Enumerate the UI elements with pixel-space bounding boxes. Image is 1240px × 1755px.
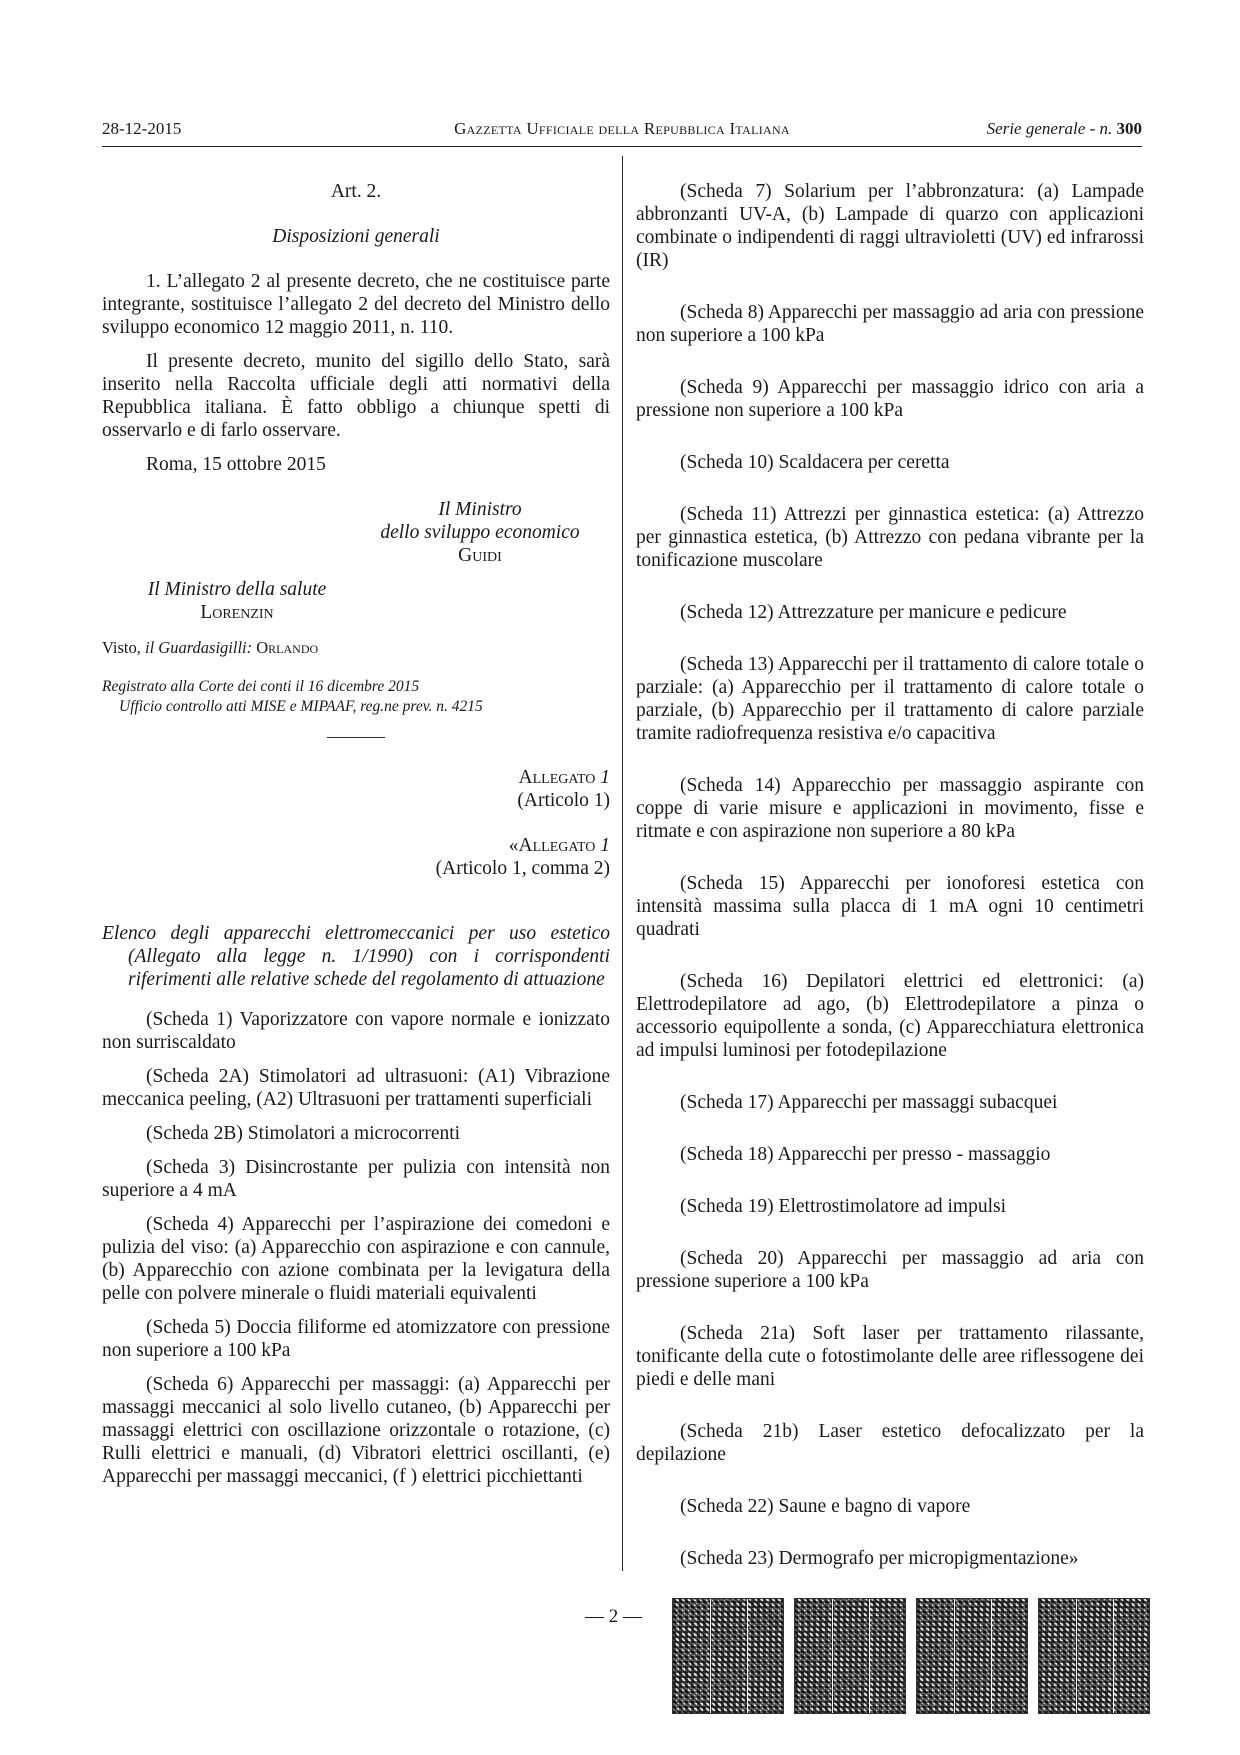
allegato-2-number: 1 bbox=[600, 835, 610, 856]
minister-1-title: Il Ministro bbox=[438, 499, 522, 520]
list-item: (Scheda 5) Doccia filiforme ed atomizzatore con pressione non superiore a 100 kPa bbox=[102, 1317, 610, 1361]
left-item-list bbox=[102, 1008, 610, 1488]
datamatrix-code-1 bbox=[672, 1598, 784, 1714]
datamatrix-code-3 bbox=[916, 1598, 1028, 1714]
list-item: (Scheda 9) Apparecchi per massaggio idrico con aria a pressione non superiore a 100 kPa bbox=[636, 377, 1144, 421]
visto-name: Orlando bbox=[256, 638, 319, 657]
left-column bbox=[102, 180, 610, 1488]
minister-2-title: Il Ministro della salute bbox=[147, 579, 327, 600]
list-item: (Scheda 7) Solarium per l’abbronzatura: (a) Lampade abbronzanti UV-A, (b) Lampade di quarzo con applicazioni combinate o indipendenti di raggi ultravioletti (UV) ed infrarossi (IR) bbox=[636, 181, 1144, 271]
allegato-1-word: Allegato bbox=[518, 767, 596, 788]
list-item: (Scheda 20) Apparecchi per massaggio ad aria con pressione superiore a 100 kPa bbox=[636, 1248, 1144, 1292]
list-item: (Scheda 10) Scaldacera per ceretta bbox=[680, 452, 950, 473]
allegato-2-heading bbox=[102, 834, 610, 857]
separator-rule bbox=[327, 737, 385, 738]
list-item: (Scheda 2B) Stimolatori a microcorrenti bbox=[146, 1123, 461, 1144]
list-item: (Scheda 3) Disincrostante per pulizia con intensità non superiore a 4 mA bbox=[102, 1157, 610, 1201]
list-item: (Scheda 17) Apparecchi per massaggi subacquei bbox=[680, 1092, 1058, 1113]
header-rule bbox=[102, 146, 1142, 147]
visto-line bbox=[102, 636, 610, 659]
list-item: (Scheda 11) Attrezzi per ginnastica estetica: (a) Attrezzo per ginnastica estetica, (b) Attrezzo con pedana vibrante per la tonificazione muscolare bbox=[636, 504, 1144, 571]
series-number: 300 bbox=[1116, 119, 1142, 138]
registration-line-2: Ufficio controllo atti MISE e MIPAAF, reg.ne prev. n. 4215 bbox=[119, 698, 483, 715]
allegato-1-heading bbox=[102, 766, 610, 789]
datamatrix-code-2 bbox=[794, 1598, 906, 1714]
list-item: (Scheda 4) Apparecchi per l’aspirazione dei comedoni e pulizia del viso: (a) Apparecchio con aspirazione e con cannule, (b) Apparecchio con azione combinata per la levigatura della pelle con polvere minerale o fluidi materiali equivalenti bbox=[102, 1214, 610, 1304]
list-item: (Scheda 14) Apparecchio per massaggio aspirante con coppe di varie misure e applicazioni in movimento, fisse e ritmate e con aspirazione non superiore a 80 kPa bbox=[636, 775, 1144, 842]
list-item: (Scheda 21b) Laser estetico defocalizzato per la depilazione bbox=[636, 1421, 1144, 1465]
article-number: Art. 2. bbox=[330, 181, 382, 202]
minister-1-dept: dello sviluppo economico bbox=[380, 522, 580, 543]
list-item: (Scheda 8) Apparecchi per massaggio ad aria con pressione non superiore a 100 kPa bbox=[636, 302, 1144, 346]
list-item: (Scheda 1) Vaporizzatore con vapore normale e ionizzato non surriscaldato bbox=[102, 1009, 610, 1053]
header-date: 28-12-2015 bbox=[102, 119, 182, 138]
list-item: (Scheda 16) Depilatori elettrici ed elettronici: (a) Elettrodepilatore ad ago, (b) Elettrodepilatore a pinza o accessorio equipollente a sonda, (c) Apparecchiatura elettronica ad impulsi luminosi per fotodepilazione bbox=[636, 971, 1144, 1061]
signature-minister-1 bbox=[364, 498, 596, 567]
list-item: (Scheda 13) Apparecchi per il trattamento di calore totale o parziale: (a) Apparecchio per il trattamento di calore totale o parziale, (b) Apparecchio per il trattamento di calore parziale tramite radiofrequenza resistiva e/o capacitiva bbox=[636, 654, 1144, 744]
list-item: (Scheda 23) Dermografo per micropigmentazione» bbox=[680, 1548, 1079, 1569]
allegato-2-word: «Allegato bbox=[508, 835, 596, 856]
article-title: Disposizioni generali bbox=[272, 226, 440, 247]
page-number: — 2 — bbox=[585, 1606, 642, 1627]
list-item: (Scheda 12) Attrezzature per manicure e pedicure bbox=[680, 602, 1067, 623]
minister-1-name: Guidi bbox=[458, 545, 502, 566]
list-title: Elenco degli apparecchi elettromeccanici per uso estetico (Allegato alla legge n. 1/1990) con i corrispondenti riferimenti alle relative schede del regolamento di attuazione bbox=[102, 923, 610, 990]
list-item: (Scheda 22) Saune e bagno di vapore bbox=[680, 1496, 971, 1517]
list-item: (Scheda 2A) Stimolatori ad ultrasuoni: (A1) Vibrazione meccanica peeling, (A2) Ultrasuoni per trattamenti superficiali bbox=[102, 1066, 610, 1110]
list-item: (Scheda 19) Elettrostimolatore ad impulsi bbox=[680, 1196, 1007, 1217]
list-item: (Scheda 21a) Soft laser per trattamento rilassante, tonificante della cute o fotostimolante delle aree riflessogene dei piedi e delle mani bbox=[636, 1323, 1144, 1390]
allegato-1-ref: (Articolo 1) bbox=[517, 790, 610, 811]
signature-minister-2 bbox=[122, 578, 352, 624]
series-label: Serie generale - n. bbox=[986, 119, 1113, 138]
column-divider bbox=[622, 156, 623, 1571]
list-item: (Scheda 18) Apparecchi per presso - massaggio bbox=[680, 1144, 1051, 1165]
paragraph-1: 1. L’allegato 2 al presente decreto, che ne costituisce parte integrante, sostituisce l’allegato 2 del decreto del Ministro dello sviluppo economico 12 maggio 2011, n. 110. bbox=[102, 271, 610, 338]
header-title: Gazzetta Ufficiale della Repubblica Italiana bbox=[454, 119, 790, 138]
visto-role: il Guardasigilli: bbox=[145, 638, 253, 657]
minister-2-name: Lorenzin bbox=[200, 602, 274, 623]
paragraph-2: Il presente decreto, munito del sigillo dello Stato, sarà inserito nella Raccolta ufficiale degli atti normativi della Repubblica italiana. È fatto obbligo a chiunque spetti di osservarlo e di farlo osservare. bbox=[102, 351, 610, 441]
right-column bbox=[636, 180, 1144, 1570]
page-header bbox=[102, 119, 1142, 143]
place-date: Roma, 15 ottobre 2015 bbox=[146, 454, 326, 475]
allegato-2-ref: (Articolo 1, comma 2) bbox=[435, 858, 610, 879]
allegato-1-number: 1 bbox=[600, 767, 610, 788]
list-item: (Scheda 15) Apparecchi per ionoforesi estetica con intensità massima sulla placca di 1 mA ogni 10 centimetri quadrati bbox=[636, 873, 1144, 940]
header-series bbox=[987, 119, 1142, 139]
list-item: (Scheda 6) Apparecchi per massaggi: (a) Apparecchi per massaggi meccanici al solo livello cutaneo, (b) Apparecchi per massaggi elettrici con oscillazione orizzontale o rotazione, (c) Rulli elettrici e manuali, (d) Vibratori elettrici oscillanti, (e) Apparecchi per massaggi meccanici, (f ) elettrici picchiettanti bbox=[102, 1374, 610, 1487]
visto-prefix: Visto, bbox=[102, 638, 141, 657]
registration-line-1: Registrato alla Corte dei conti il 16 dicembre 2015 bbox=[102, 678, 420, 695]
datamatrix-code-4 bbox=[1038, 1598, 1150, 1714]
